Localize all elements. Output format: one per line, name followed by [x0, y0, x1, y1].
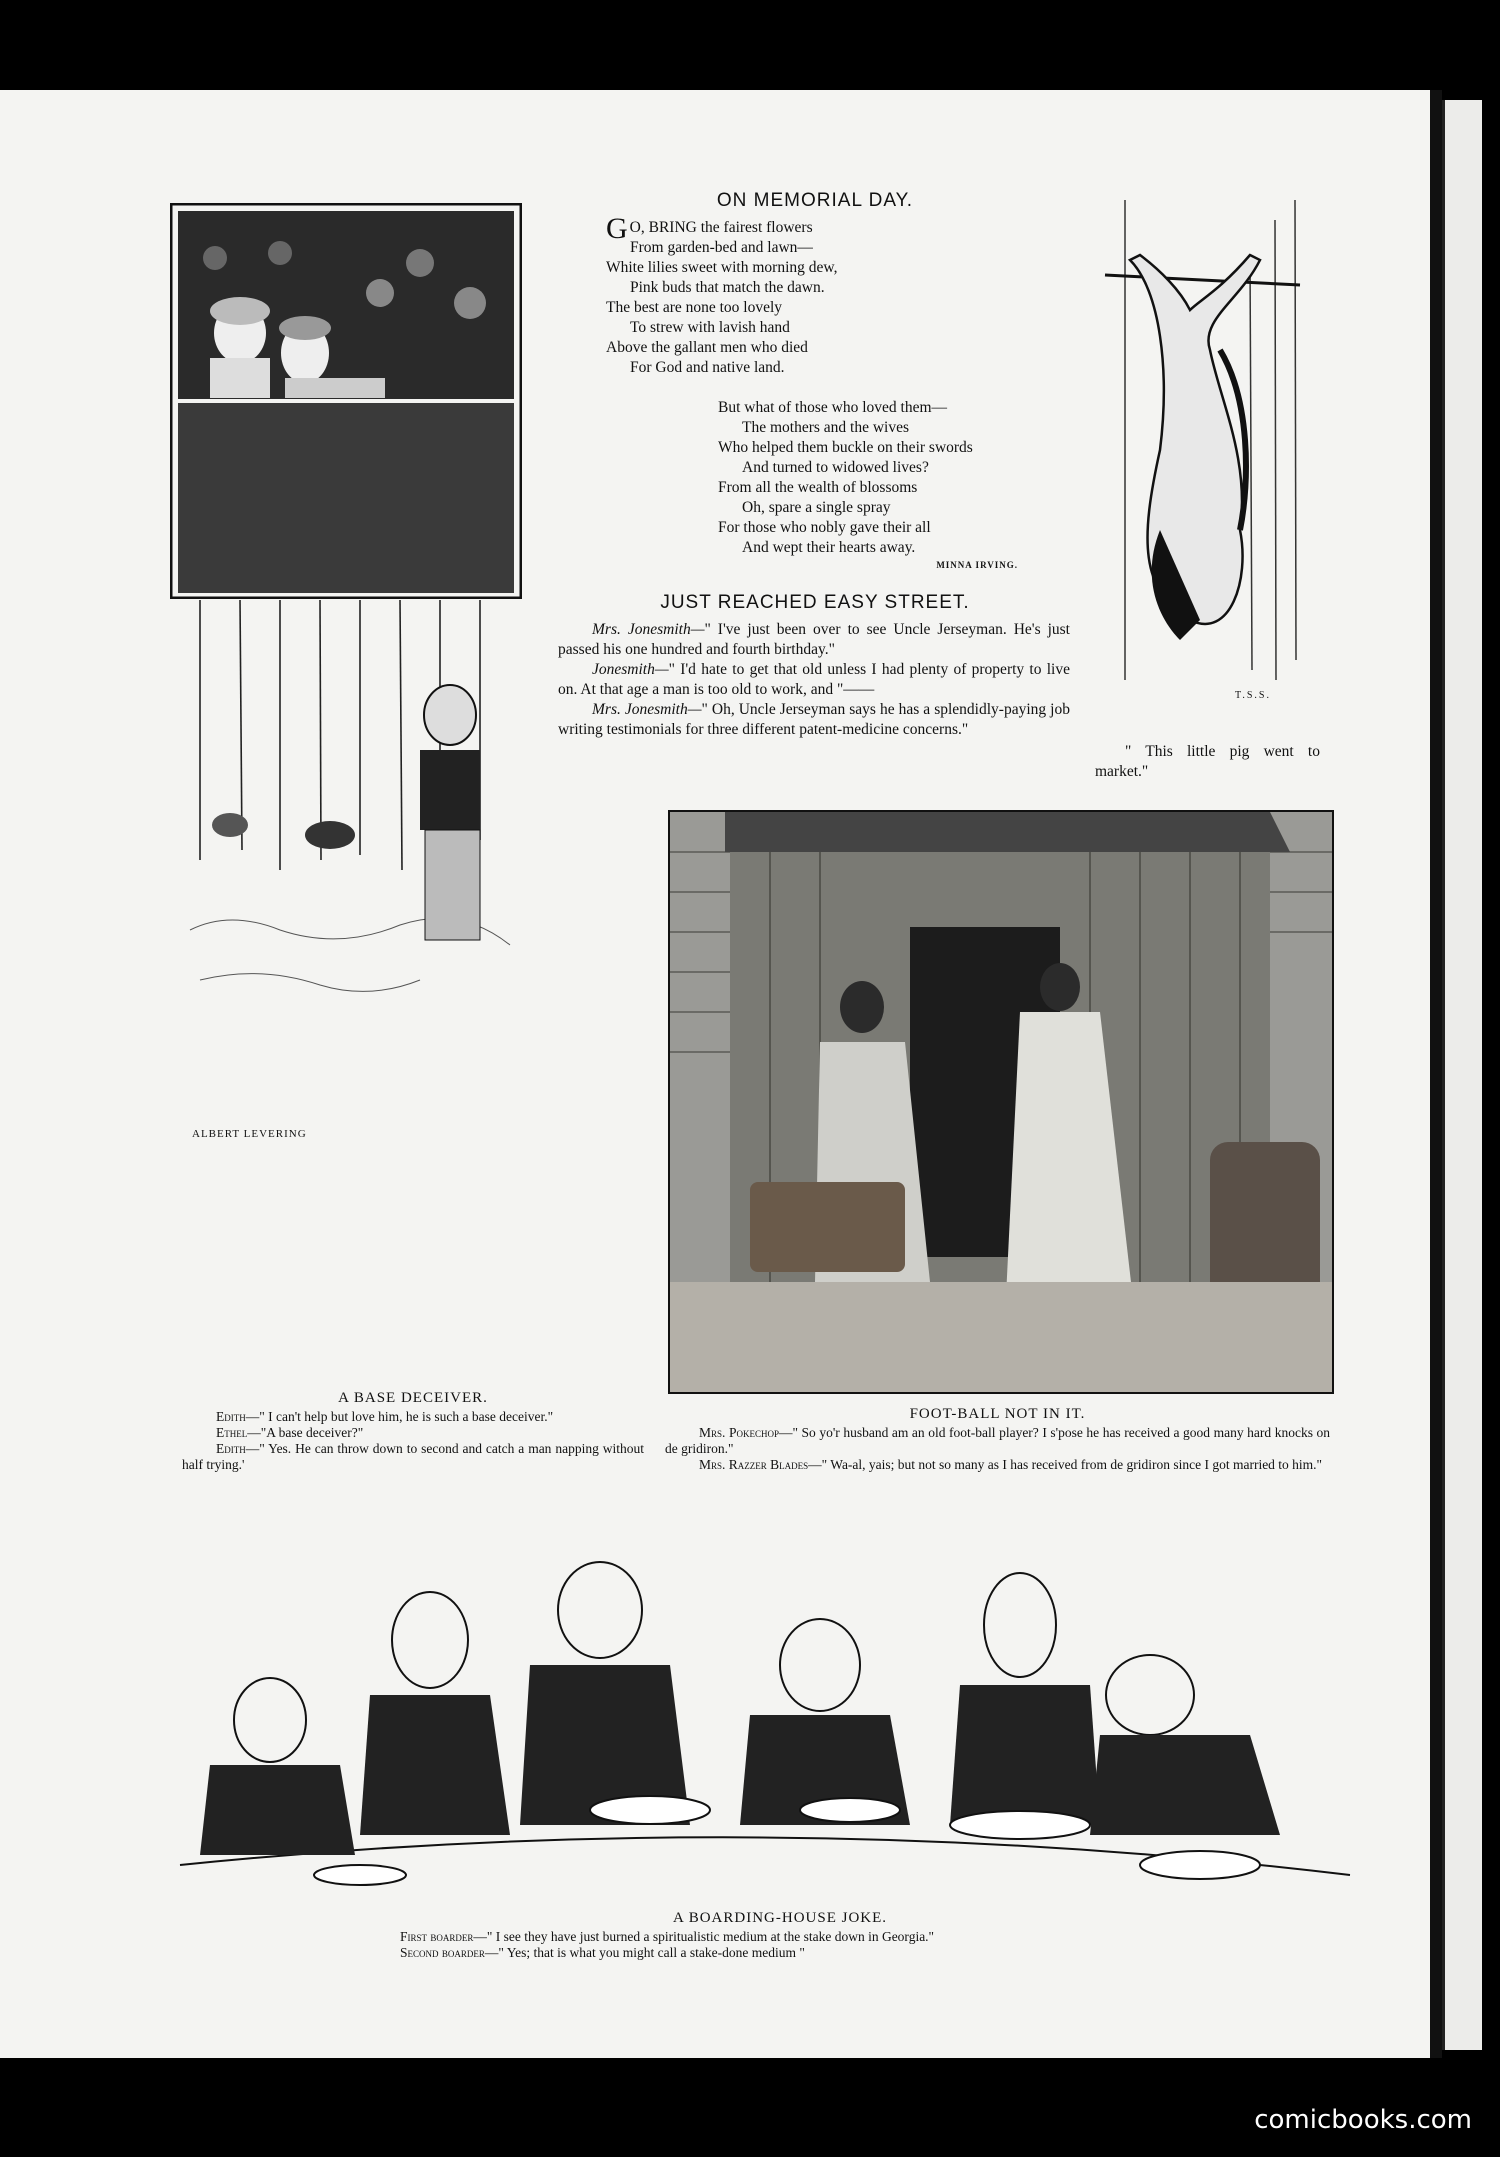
poem-line: To strew with lavish hand [630, 319, 790, 336]
base-deceiver-caption [182, 1390, 644, 1473]
speaker-label: Jonesmith— [592, 661, 669, 678]
football-title: FOOT-BALL NOT IN IT. [909, 1406, 1086, 1422]
pig-caption-text: " This little pig went to market." [1095, 743, 1320, 780]
poem-line: Above the gallant men who died [606, 339, 808, 356]
poem-line: Pink buds that match the dawn. [630, 279, 825, 296]
poem-line: From garden-bed and lawn— [630, 239, 813, 256]
page-spine [1430, 90, 1442, 2058]
drop-cap: G [606, 212, 628, 245]
dialogue: " Yes; that is what you might call a stake-done medium " [498, 1945, 805, 1960]
poem-line: The best are none too lovely [606, 299, 783, 316]
poem-line: Who helped them buckle on their swords [718, 439, 973, 456]
poem-line: For God and native land. [630, 359, 785, 376]
speaker-label: Second boarder— [400, 1945, 499, 1960]
dialogue: " Wa-al, yais; but not so many as I has received from de gridiron since I got married to him." [821, 1457, 1323, 1472]
dialogue: " Yes. He can throw down to second and catch a man napping without half trying.' [182, 1441, 644, 1472]
speaker-label: First boarder— [400, 1929, 487, 1944]
speaker-label: Mrs. Jonesmith— [592, 621, 705, 638]
pig-signature: T.S.S. [1235, 690, 1271, 701]
easy-street-text [558, 620, 1070, 740]
poem-line: But what of those who loved them— [718, 399, 948, 416]
easy-street-title: JUST REACHED EASY STREET. [660, 592, 970, 613]
scan-border [1482, 100, 1500, 2050]
dialogue: "A base deceiver?" [260, 1425, 364, 1440]
dialogue: " So yo'r husband am an old foot-ball player? I s'pose he has received a good many hard knocks on de gridiron." [665, 1425, 1331, 1456]
dialogue: " I've just been over to see Uncle Jerseyman. He's just passed his one hundred and fourth birthday." [558, 621, 1070, 658]
comicbooks-watermark: comicbooks.com [1254, 2105, 1472, 2135]
albert-levering-signature: ALBERT LEVERING [192, 1128, 307, 1140]
washerwomen-photograph [668, 810, 1334, 1394]
theatre-crowd-illustration [170, 203, 522, 599]
poem-line: And wept their hearts away. [742, 539, 916, 556]
speaker-label: Mrs. Razzer Blades— [699, 1457, 822, 1472]
boarding-house-title: A BOARDING-HOUSE JOKE. [672, 1910, 888, 1926]
speaker-label: Edith— [216, 1441, 260, 1456]
poem-line: The mothers and the wives [742, 419, 910, 436]
poem-line: And turned to widowed lives? [742, 459, 929, 476]
poem-title: ON MEMORIAL DAY. [716, 190, 914, 211]
poem-line: From all the wealth of blossoms [718, 479, 918, 496]
poem-line: Oh, spare a single spray [742, 499, 891, 516]
poem-stanza-2 [718, 398, 1018, 570]
dialogue: " Oh, Uncle Jerseyman says he has a splendidly-paying job writing testimonials for three different patent-medicine concerns." [558, 701, 1070, 738]
hanging-pig-illustration [1100, 200, 1310, 700]
speaker-label: Edith— [216, 1409, 260, 1424]
poem-author: MINNA IRVING. [936, 560, 1018, 570]
speaker-label: Mrs. Jonesmith— [592, 701, 702, 718]
dialogue: " I see they have just burned a spiritualistic medium at the stake down in Georgia." [486, 1929, 935, 1944]
poem-stanza-1 [606, 212, 966, 378]
base-deceiver-title: A BASE DECEIVER. [338, 1390, 488, 1406]
poem-line: For those who nobly gave their all [718, 519, 931, 536]
dialogue: " I can't help but love him, he is such a base deceiver." [259, 1409, 554, 1424]
poem-line: O, BRING the fairest flowers [629, 219, 813, 236]
football-caption [665, 1406, 1330, 1473]
poem-line: White lilies sweet with morning dew, [606, 259, 838, 276]
next-page-edge [1442, 100, 1485, 2050]
speaker-label: Mrs. Pokechop— [699, 1425, 793, 1440]
pig-caption [1095, 742, 1320, 782]
speaker-label: Ethel— [216, 1425, 261, 1440]
boarding-house-caption [400, 1910, 1160, 1961]
boarding-house-table-illustration [170, 1505, 1355, 1895]
dialogue: " I'd hate to get that old unless I had plenty of property to live on. At that age a man is too old to work, and "—— [558, 661, 1070, 698]
fence-drawing [180, 600, 540, 1120]
